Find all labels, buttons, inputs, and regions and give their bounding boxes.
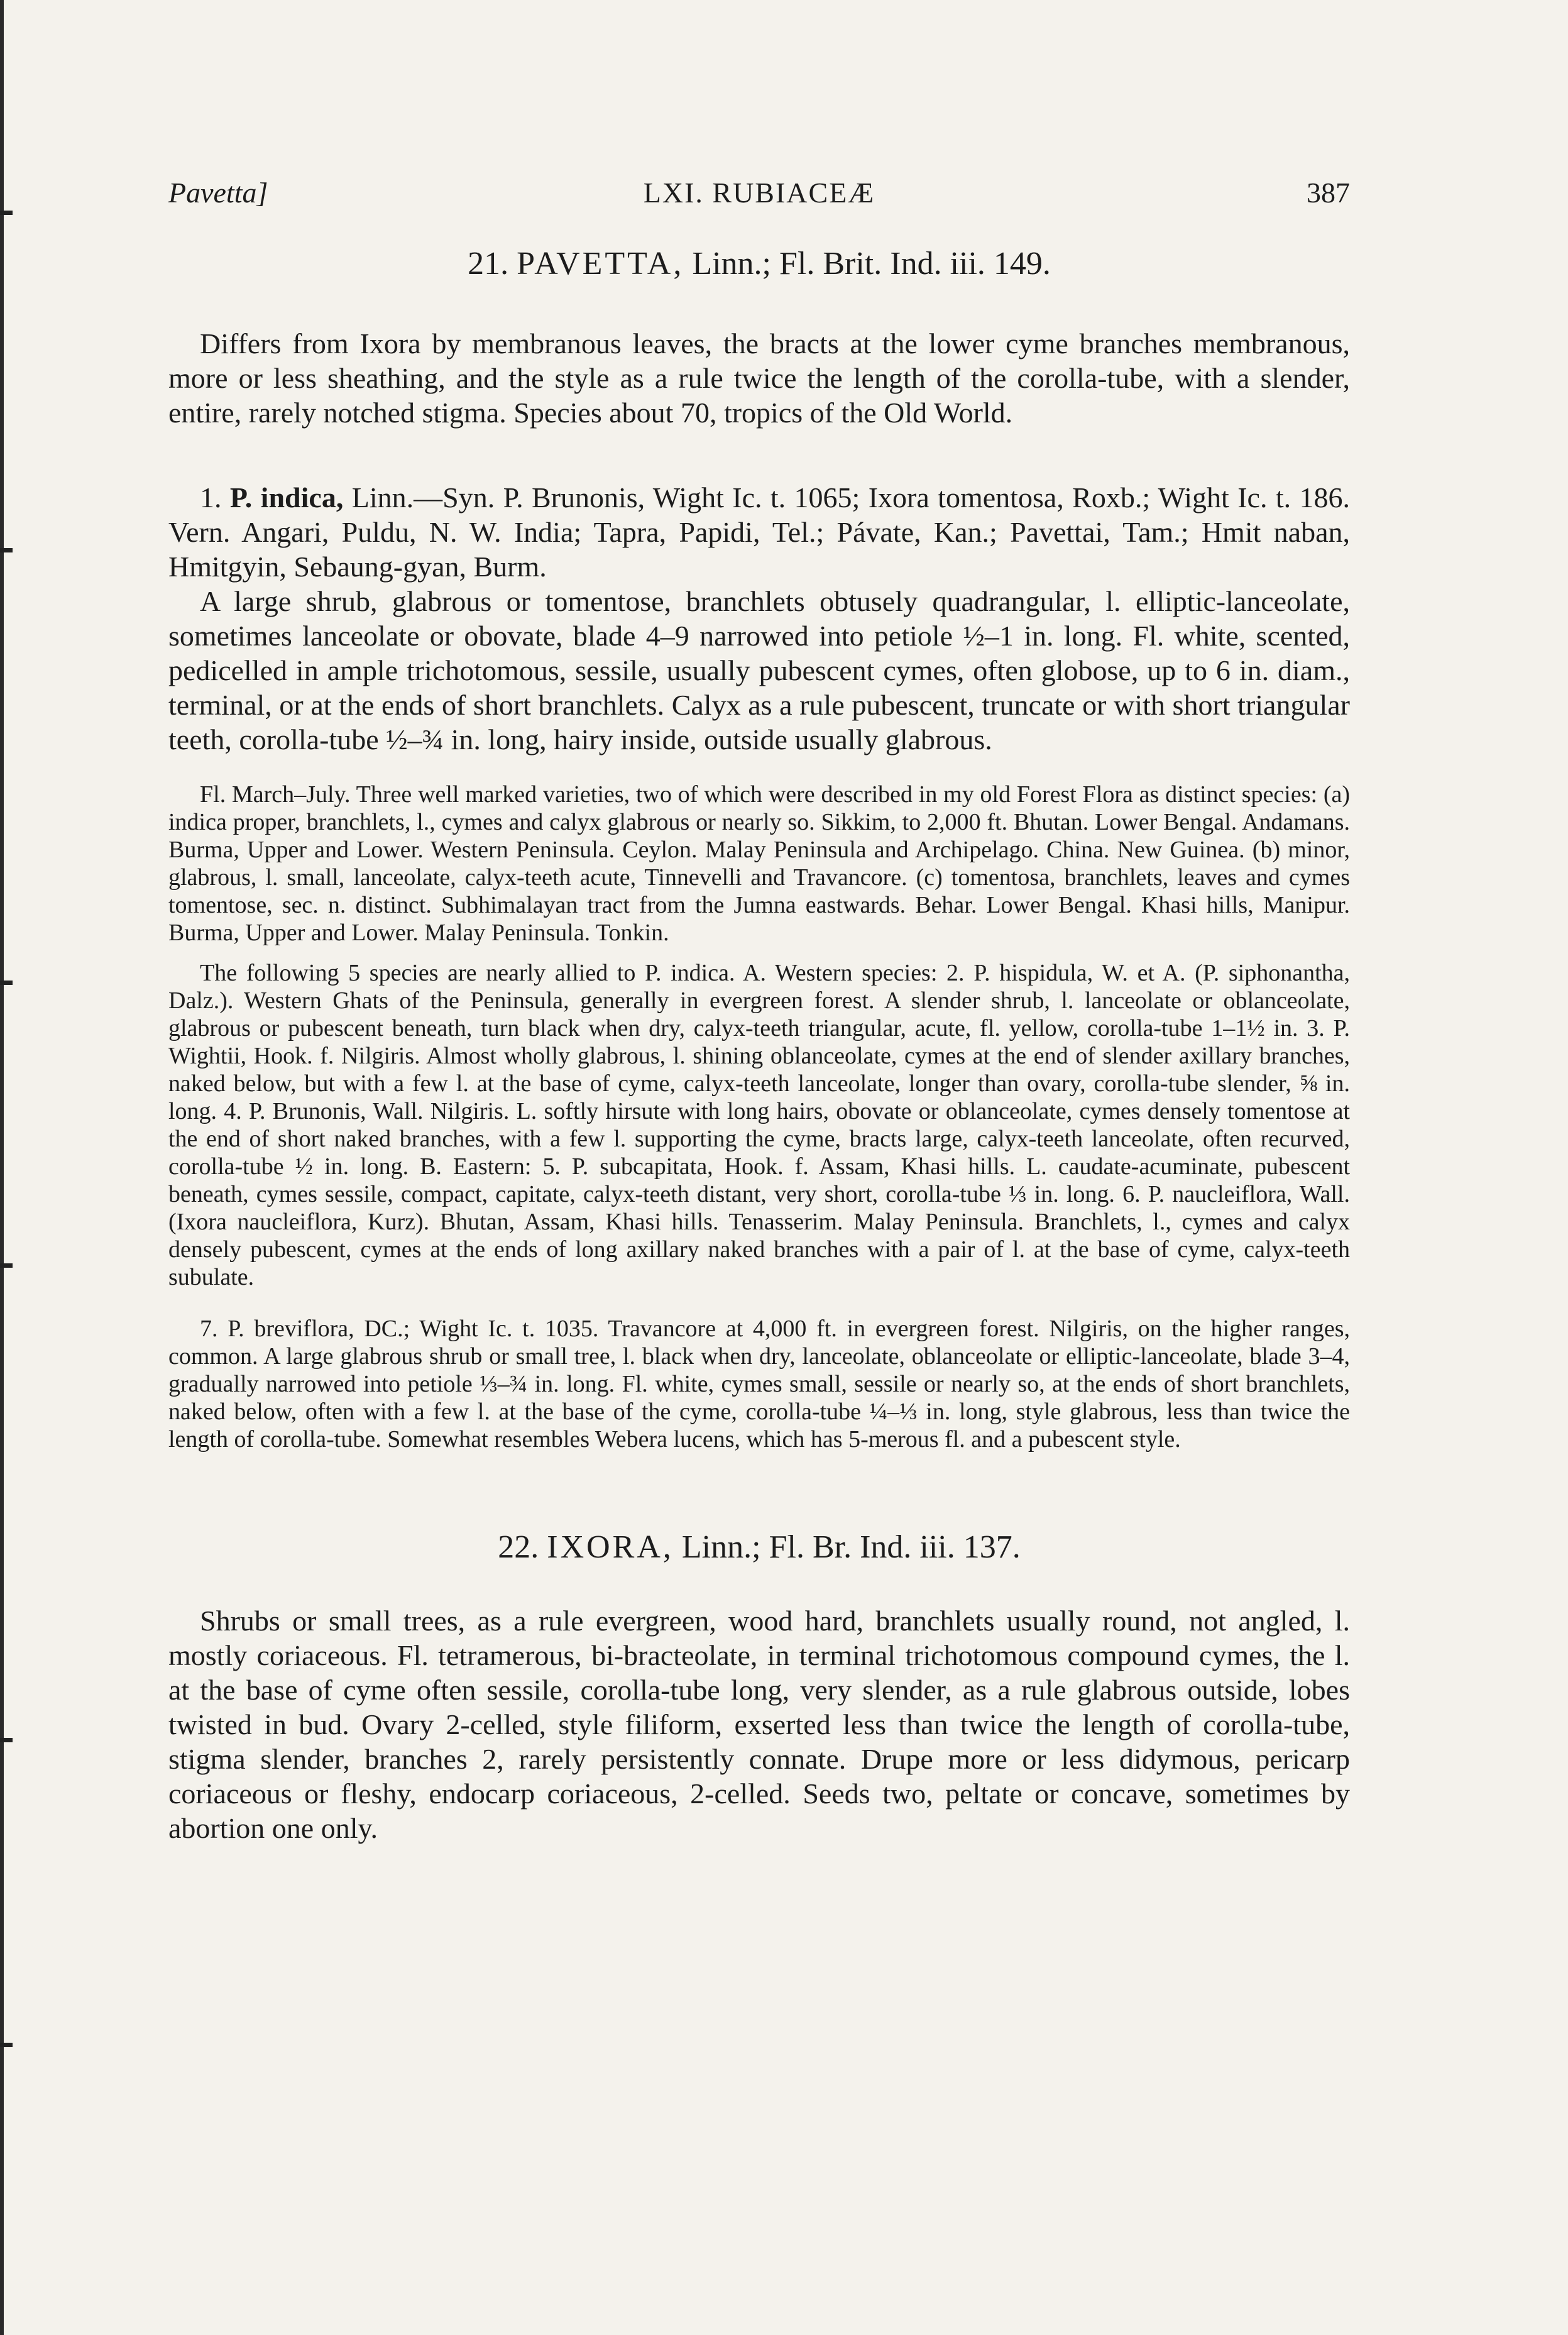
document-page (168, 176, 1350, 1845)
allied-species-paragraph: The following 5 species are nearly allied to P. indica. A. Western species: 2. P. hispidula, W. et A. (P. siphonantha, Dalz.). Western Ghats of the Peninsula, generally in evergreen forest. A slender shrub, l. lanceolate or oblanceolate, glabrous or pubescent beneath, turn black when dry, calyx-teeth triangular, acute, fl. yellow, corolla-tube 1–1½ in. 3. P. Wightii, Hook. f. Nilgiris. Almost wholly glabrous, l. shining oblanceolate, cymes at the end of slender axillary branches, naked below, but with a few l. at the base of cyme, calyx-teeth lanceolate, longer than ovary, corolla-tube slender, ⅝ in. long. 4. P. Brunonis, Wall. Nilgiris. L. softly hirsute with long hairs, obovate or oblanceolate, cymes densely tomentose at the end of short naked branches, with a few l. supporting the cyme, bracts large, calyx-teeth lanceolate, often recurved, corolla-tube ½ in. long. B. Eastern: 5. P. subcapitata, Hook. f. Assam, Khasi hills. L. caudate-acuminate, pubescent beneath, cymes sessile, compact, capitate, calyx-teeth distant, very short, corolla-tube ⅓ in. long. 6. P. naucleiflora, Wall. (Ixora naucleiflora, Kurz). Bhutan, Assam, Khasi hills. Tenasserim. Malay Peninsula. Branchlets, l., cymes and calyx densely pubescent, cymes at the ends of long axillary naked branches with a pair of l. at the base of cyme, calyx-teeth subulate. (168, 960, 1350, 1290)
running-head (168, 176, 1350, 220)
margin-tick-mark (0, 1263, 13, 1268)
page-number: 387 (1307, 177, 1350, 209)
running-head-genus: Pavetta] (168, 177, 268, 209)
margin-tick-mark (0, 2043, 13, 2047)
page-binding-edge (0, 0, 4, 2335)
species-description-indica: A large shrub, glabrous or tomentose, branchlets obtusely quadrangular, l. elliptic-lanceolate, sometimes lanceolate or obovate, blade 4–9 narrowed into petiole ½–1 in. long. Fl. white, scented, pedicelled in ample trichotomous, sessile, usually pubescent cymes, often globose, up to 6 in. diam., terminal, or at the ends of short branchlets. Calyx as a rule pubescent, truncate or with short triangular teeth, corolla-tube ½–¾ in. long, hairy inside, outside usually glabrous. (168, 585, 1350, 755)
species-name: P. indica, (229, 481, 344, 514)
species-entry-indica (168, 480, 1350, 584)
species-number: 1. (200, 481, 222, 514)
genus-heading-pavetta (168, 245, 1350, 282)
genus-citation: Linn.; Fl. Brit. Ind. iii. 149. (692, 246, 1051, 282)
margin-tick-mark (0, 548, 13, 552)
genus-name: IXORA, (547, 1529, 674, 1565)
species-synonymy: Linn.—Syn. P. Brunonis, Wight Ic. t. 1065; Ixora tomentosa, Roxb.; Wight Ic. t. 186. Vern. Angari, Puldu, N. W. India; Tapra, Papidi, Tel.; Pávate, Kan.; Pavettai, Tam.; Hmit naban, Hmitgyin, Sebaung-gyan, Burm. (168, 481, 1351, 583)
margin-tick-mark (0, 981, 13, 985)
genus-description-pavetta: Differs from Ixora by membranous leaves, the bracts at the lower cyme branches membranous, more or less sheathing, and the style as a rule twice the length of the corolla-tube, with a slender, entire, rarely notched stigma. Species about 70, tropics of the Old World. (168, 327, 1350, 429)
species-notes-indica: Fl. March–July. Three well marked varieties, two of which were described in my old Forest Flora as distinct species: (a) indica proper, branchlets, l., cymes and calyx glabrous or nearly so. Sikkim, to 2,000 ft. Bhutan. Lower Bengal. Andamans. Burma, Upper and Lower. Western Peninsula. Ceylon. Malay Peninsula and Archipelago. China. New Guinea. (b) minor, glabrous, l. small, lanceolate, calyx-teeth acute, Tinnevelli and Travancore. (c) tomentosa, branchlets, leaves and cymes tomentose, sec. n. distinct. Subhimalayan tract from the Jumna eastwards. Behar. Lower Bengal. Khasi hills, Manipur. Burma, Upper and Lower. Malay Peninsula. Tonkin. (168, 781, 1350, 946)
genus-description-ixora: Shrubs or small trees, as a rule evergreen, wood hard, branchlets usually round, not angled, l. mostly coriaceous. Fl. tetramerous, bi-bracteolate, in terminal trichotomous compound cymes, the l. at the base of cyme often sessile, corolla-tube long, very slender, as a rule glabrous outside, lobes twisted in bud. Ovary 2-celled, style filiform, exserted less than twice the length of corolla-tube, stigma slender, branches 2, rarely persistently connate. Drupe more or less didymous, pericarp coriaceous or fleshy, endocarp coriaceous, 2-celled. Seeds two, peltate or concave, sometimes by abortion one only. (168, 1605, 1350, 1844)
genus-heading-ixora (168, 1529, 1350, 1566)
margin-tick-mark (0, 1738, 13, 1742)
species-entry-breviflora: 7. P. breviflora, DC.; Wight Ic. t. 1035. Travancore at 4,000 ft. in evergreen forest. Nilgiris, on the higher ranges, common. A large glabrous shrub or small tree, l. black when dry, lanceolate, oblanceolate or elliptic-lanceolate, blade 3–4, gradually narrowed into petiole ⅓–¾ in. long. Fl. white, cymes small, sessile or nearly so, at the ends of short branchlets, naked below, often with a few l. at the base of the cyme, corolla-tube ¼–⅓ in. long, style glabrous, less than twice the length of corolla-tube. Somewhat resembles Webera lucens, which has 5-merous fl. and a pubescent style. (168, 1316, 1350, 1453)
running-head-family: LXI. RUBIACEÆ (643, 177, 875, 209)
genus-number: 22. (498, 1529, 539, 1565)
margin-tick-mark (0, 211, 13, 215)
genus-citation: Linn.; Fl. Br. Ind. iii. 137. (681, 1529, 1021, 1565)
genus-name: PAVETTA, (517, 246, 684, 282)
genus-number: 21. (468, 246, 509, 282)
